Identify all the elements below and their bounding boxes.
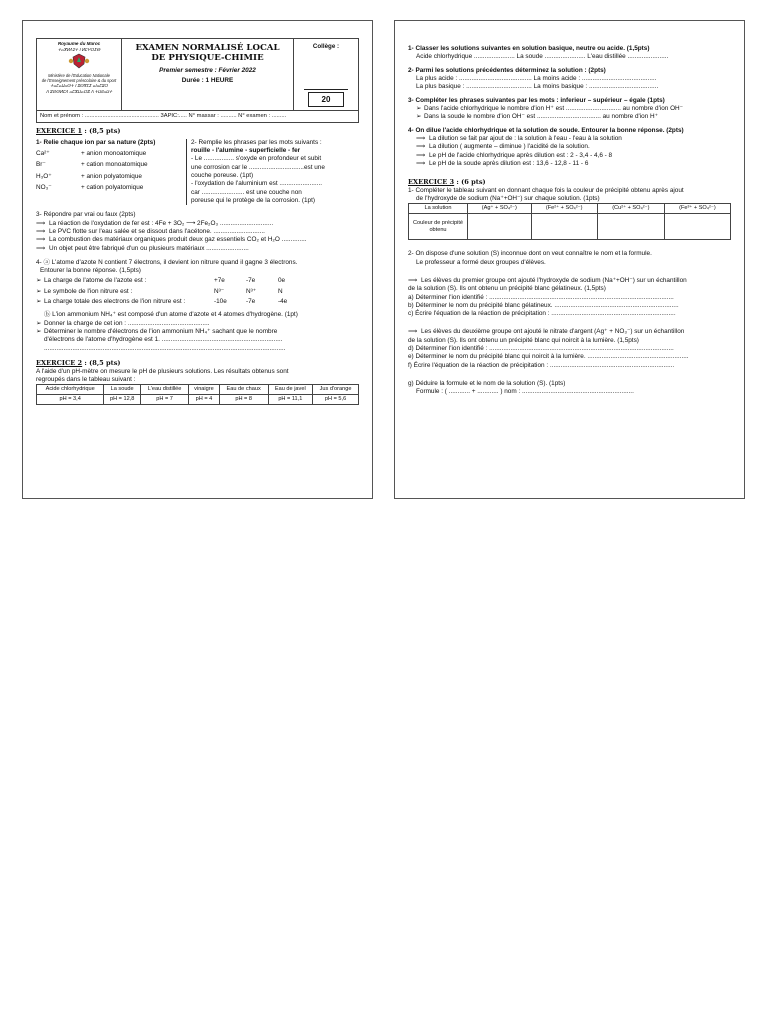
dilution-text: La dilution ( augmente – diminue ) l'acidité de la solution. — [429, 143, 590, 151]
choice-row — [36, 288, 359, 296]
table-cell: pH = 3,4 — [37, 395, 104, 405]
table-cell — [597, 214, 664, 240]
table-cell — [468, 214, 532, 240]
answer-line — [408, 105, 731, 113]
ion-symbol: Br⁻ — [36, 161, 46, 169]
ion-nature: + anion polyatomique — [81, 172, 142, 180]
right-arrow-icon: ⟹ — [36, 219, 46, 227]
exam-sheet-1 — [36, 38, 359, 492]
group-1-intro: de la solution (S). Ils ont obtenu un précipité blanc gélatineux. (1,5pts) — [408, 285, 606, 293]
word-list: rouille - l'alumine - superficielle - fer — [191, 146, 301, 154]
answer-text: Dans l'acide chlorhydrique le nombre d'ion H⁺ est ............................... au nombre d'ion OH⁻ — [424, 104, 684, 112]
ammonium-item — [36, 328, 359, 336]
choice-c: N — [278, 287, 283, 295]
question-1-3: 3- Répondre par vrai ou faux (2pts) — [36, 211, 136, 219]
exam-page-1 — [22, 20, 373, 499]
question-3-2: Le professeur a formé deux groupes d'élèves. — [416, 258, 546, 266]
answer-line: b) Déterminer le nom du précipité blanc gélatineux. ...................................................................... — [408, 301, 679, 309]
student-id-line: Nom et prénom : .............................................. 3APIC:..... N° massar : .......... N° examen : ......... — [36, 111, 359, 123]
group-2-intro: Les élèves du deuxième groupe ont ajouté le nitrate d'argent (Ag⁺ + NO₃⁻) sur un échantillon — [421, 328, 685, 336]
exercise-2-intro: regroupés dans le tableau suivant : — [36, 376, 136, 383]
exercise-2-title — [36, 359, 359, 368]
table-row — [37, 395, 359, 405]
table-cell: pH = 7 — [140, 395, 188, 405]
group-2-text — [408, 328, 731, 336]
answer-line: La plus acide : ......................................... La moins acide : .......................................... — [416, 74, 657, 82]
right-arrow-icon: ⟹ — [416, 151, 426, 159]
right-arrow-icon: ⟹ — [36, 236, 46, 244]
table-cell: pH = 5,6 — [313, 395, 359, 405]
answer-line: d) Déterminer l'ion identifié : ........................................................................................................ — [408, 345, 674, 353]
true-false-text: Un objet peut être fabriqué d'un ou plusieurs matériaux ........................ — [49, 244, 249, 252]
true-false-item — [36, 236, 359, 244]
question-3-1: de l'hydroxyde de sodium (Na⁺+OH⁻) sur chaque solution. (1pts) — [416, 195, 600, 203]
choice-a: N³⁻ — [214, 287, 225, 295]
right-arrow-icon: ⟹ — [416, 143, 426, 151]
fill-line: une corrosion car le ...............................est une — [191, 163, 325, 171]
choice-b: -7e — [246, 277, 256, 285]
question-1-4: 4- ⓐ L'atome d'azote N contient 7 électrons, il devient ion nitrure quand il gagne 3 électrons. — [36, 258, 298, 266]
college-block — [294, 39, 358, 110]
true-false-item — [36, 245, 359, 253]
dilution-item — [408, 152, 731, 160]
ion-row — [36, 173, 182, 181]
answer-text: Dans la soude le nombre d'ion OH⁻ est .................................... au nombre d'ion H⁺ — [424, 113, 659, 121]
answer-line: f) Écrire l'équation de la réaction de précipitation : ...................................................................... — [408, 361, 675, 369]
true-false-item — [36, 220, 359, 228]
question-2-2: 2- Parmi les solutions précédentes déterminez la solution : (2pts) — [408, 66, 606, 74]
choice-b: N³⁺ — [246, 287, 257, 295]
ion-row — [36, 150, 182, 158]
right-arrow-icon: ⟹ — [408, 328, 418, 336]
ion-symbol: Ca²⁺ — [36, 149, 50, 157]
right-arrow-icon: ⟹ — [416, 159, 426, 167]
exam-duration: Durée : 1 HEURE — [181, 76, 234, 84]
triangle-bullet-icon: ➢ — [36, 298, 42, 306]
choice-label: La charge de l'atome de l'azote est : — [44, 277, 147, 285]
choice-label: Le symbole de l'ion nitrure est : — [44, 287, 133, 295]
choice-row — [36, 277, 359, 285]
ion-symbol: NO₃⁻ — [36, 183, 52, 191]
choice-row — [36, 298, 359, 306]
triangle-bullet-icon: ➢ — [36, 277, 42, 285]
table-header-cell: (Cu²⁺ + SO₄²⁻) — [597, 204, 664, 214]
question-1-2: 2- Remplie les phrases par les mots suivants : — [191, 138, 322, 146]
kingdom-label-tifinagh: ⵜⴰⴳⵍⴷⵉⵜ ⵏ ⵍⵎⵖⵔⵉⴱ — [57, 46, 101, 52]
right-arrow-icon: ⟹ — [36, 227, 46, 235]
table-cell: pH = 11,1 — [268, 395, 313, 405]
precipitate-table — [408, 203, 731, 240]
fill-line: poreuse qui le protège de la corrosion. (1pt) — [191, 196, 315, 204]
fill-line: couche poreuse. (1pt) — [191, 171, 254, 179]
exam-page-2 — [394, 20, 745, 499]
question-1-1: 1- Relie chaque ion par sa nature (2pts) — [36, 138, 156, 146]
table-header-cell: (Ag⁺ + SO₄²⁻) — [468, 204, 532, 214]
right-arrow-icon: ⟹ — [416, 134, 426, 142]
question-2-1: 1- Classer les solutions suivantes en solution basique, neutre ou acide. (1,5pts) — [408, 45, 650, 52]
question-3-g: g) Déduire la formule et le nom de la solution (S). (1pts) — [408, 380, 566, 388]
question-2-4: 4- On dilue l'acide chlorhydrique et la solution de soude. Entourer la bonne réponse. (2pts) — [408, 126, 684, 134]
table-header-cell: Acide chlorhydrique — [37, 385, 104, 395]
table-header-row — [409, 204, 731, 214]
ion-nature: + anion monoatomique — [81, 149, 147, 157]
exam-header — [36, 38, 359, 111]
dilution-item — [408, 135, 731, 143]
answer-line: La plus basique : ..................................... La moins basique : ....................................... — [416, 83, 659, 91]
table-header-cell: Eau de chaux — [219, 385, 268, 395]
table-header-cell: La soude — [104, 385, 141, 395]
exam-sheet-2 — [408, 45, 731, 492]
exam-semester: Premier semestre : Février 2022 — [159, 66, 256, 74]
ion-matching — [36, 139, 186, 206]
exercise-3-title — [408, 178, 731, 187]
coat-of-arms-icon — [67, 53, 91, 69]
exam-subject: DE PHYSIQUE-CHIMIE — [151, 53, 264, 64]
true-false-text: La réaction de l'oxydation de fer est : 4Fe + 3O₂ ⟶ 2Fe₂O₃ .............................. — [49, 219, 274, 227]
exam-title: EXAMEN NORMALISÉ LOCAL — [135, 43, 280, 53]
dilution-item — [408, 160, 731, 168]
exercise-1-title — [36, 127, 359, 136]
dilution-text: Le pH de l'acide chlorhydrique après dilution est : 2 - 3,4 - 4,6 - 8 — [429, 151, 613, 159]
table-header-cell: La solution — [409, 204, 468, 214]
choice-label: La charge totale des electrons de l'ion nitrure est : — [44, 298, 186, 306]
table-header-cell: vinaigre — [189, 385, 220, 395]
ammonium-line: ........................................................................................................................................ — [44, 344, 286, 352]
kingdom-label: Royaume du Maroc — [57, 41, 101, 46]
question-1-4-instruction: Entourer la bonne réponse. (1,5pts) — [40, 267, 141, 275]
fill-line: - l'oxydation de l'aluminium est ........................ — [191, 180, 323, 188]
ministry-line-3: ⵜⴰⵎⴰⵡⴰⵙⵜ ⵏ ⵓⵙⴳⵎⵉ ⴰⵏⴰⵎⵓⵔ — [50, 83, 108, 89]
exercise-1-columns — [36, 139, 359, 206]
table-header-cell: Jus d'orange — [313, 385, 359, 395]
triangle-bullet-icon: ➢ — [36, 319, 42, 327]
triangle-bullet-icon: ➢ — [36, 328, 42, 336]
true-false-text: La combustion des matériaux organiques produit deux gaz essentiels CO₂ et H₂O .............. — [49, 236, 307, 244]
exercise-1-label: EXERCICE 1 — [36, 127, 83, 135]
table-header-cell: (Fe³⁺ + SO₄²⁻) — [664, 204, 730, 214]
dilution-text: La dilution se fait par ajout de : la solution à l'eau - l'eau à la solution — [429, 134, 622, 142]
exercise-2-points: : (8,5 pts) — [82, 359, 121, 368]
true-false-item — [36, 228, 359, 236]
college-label: Collège : — [312, 43, 340, 50]
exercise-2-label: EXERCICE 2 — [36, 359, 83, 368]
grade-total: 20 — [308, 92, 344, 107]
ph-table — [36, 384, 359, 404]
table-cell — [664, 214, 730, 240]
table-cell — [531, 214, 597, 240]
ion-nature: + cation monoatomique — [81, 161, 148, 169]
answer-line — [408, 113, 731, 121]
table-header-cell: L'eau distillée — [140, 385, 188, 395]
table-header-cell: Eau de javel — [268, 385, 313, 395]
choice-a: +7e — [214, 277, 225, 285]
ammonium-text: Déterminer le nombre d'électrons de l'ion ammonium NH₄⁺ sachant que le nombre — [44, 328, 278, 336]
triangle-bullet-icon: ➢ — [416, 104, 422, 112]
dilution-text: Le pH de la soude après dilution est : 13,6 - 12,8 - 11 - 6 — [429, 159, 589, 167]
answer-line: e) Déterminer le nom du précipité blanc qui noircit à la lumière. ......................................................... — [408, 353, 689, 361]
table-header-cell: (Fe²⁺ + SO₄²⁻) — [531, 204, 597, 214]
question-3-2: 2- On dispose d'une solution (S) inconnue dont on veut connaître le nom et la formule. — [408, 250, 652, 258]
ammonium-item — [36, 320, 359, 328]
ammonium-line: d'électrons de l'atome d'hydrogène est 1. .................................................................... — [44, 336, 283, 344]
ministry-line-2: de l'Enseignement préscolaire & du sport — [41, 77, 117, 83]
ion-symbol: H₃O⁺ — [36, 172, 52, 180]
ion-row — [36, 161, 182, 169]
ammonium-text: Donner la charge de cet ion : .............................................. — [44, 319, 210, 327]
answer-line: a) Déterminer l'ion identifié : ........................................................................................................ — [408, 293, 674, 301]
title-block — [122, 39, 294, 110]
true-false-text: Le PVC flotte sur l'eau salée et se dissout dans l'acétone. ............................. — [49, 227, 265, 235]
answer-line: Acide chlorhydrique ....................... La soude ....................... L'eau distillée ....................... — [416, 53, 669, 61]
right-arrow-icon: ⟹ — [408, 276, 418, 284]
group-1-text — [408, 277, 731, 285]
ministry-line-4: ⴷ ⵓⵙⵙⵍⵎⴷ ⴰⵎⵣⵡⴰⵔⵓ ⴷ ⵜⵡⵏⵏⴰⵡⵜ — [45, 88, 113, 94]
table-cell: pH = 8 — [219, 395, 268, 405]
question-2-3: 3- Compléter les phrases suivantes par les mots : inferieur – supérieur – égale (1pts) — [408, 96, 665, 104]
table-cell: pH = 12,8 — [104, 395, 141, 405]
ion-nature: + cation polyatomique — [81, 183, 144, 191]
choice-a: -10e — [214, 298, 227, 306]
group-2-intro: de la solution (S). Ils ont obtenu un précipité blanc qui noircit à la lumière. (1,5pts) — [408, 336, 639, 344]
answer-line: c) Écrire l'équation de la réaction de précipitation : ...................................................................... — [408, 310, 676, 318]
table-cell: pH = 4 — [189, 395, 220, 405]
exercise-1-points: : (8,5 pts) — [82, 127, 121, 135]
fill-line: - Le ................. s'oxyde en profondeur et subit — [191, 155, 322, 163]
triangle-bullet-icon: ➢ — [36, 287, 42, 295]
right-arrow-icon: ⟹ — [36, 244, 46, 252]
choice-c: -4e — [278, 298, 288, 306]
ministry-block — [37, 39, 122, 110]
ion-row — [36, 184, 182, 192]
exercise-3-points: : (6 pts) — [454, 178, 486, 187]
table-header-row — [37, 385, 359, 395]
table-cell: Couleur de précipité obtenu — [409, 214, 468, 240]
answer-line: Formule : ( ............ + ............ ) nom : ............................................................... — [416, 388, 634, 396]
exercise-2-intro: A l'aide d'un pH-mètre on mesure le pH de plusieurs solutions. Les résultats obtenus sont — [36, 367, 289, 375]
exercise-3-label: EXERCICE 3 — [408, 178, 455, 187]
triangle-bullet-icon: ➢ — [416, 113, 422, 121]
question-1-4b: ⓑ L'ion ammonium NH₄⁺ est composé d'un atome d'azote et 4 atomes d'hydrogène. (1pt) — [44, 311, 298, 319]
question-3-1: 1- Compléter le tableau suivant en donnant chaque fois la couleur de précipité obtenu après ajout — [408, 186, 684, 194]
choice-b: -7e — [246, 298, 256, 306]
group-1-intro: Les élèves du premier groupe ont ajouté l'hydroxyde de sodium (Na⁺+OH⁻) sur un échantillon — [421, 276, 687, 284]
grade-line — [304, 89, 348, 90]
choice-c: 0e — [278, 277, 286, 285]
fill-line: car ........................ est une couche non — [191, 188, 302, 196]
ministry-line-1: Ministère de l'Education Nationale — [48, 72, 110, 78]
dilution-item — [408, 143, 731, 151]
fill-blanks — [186, 139, 359, 206]
table-row — [409, 214, 731, 240]
